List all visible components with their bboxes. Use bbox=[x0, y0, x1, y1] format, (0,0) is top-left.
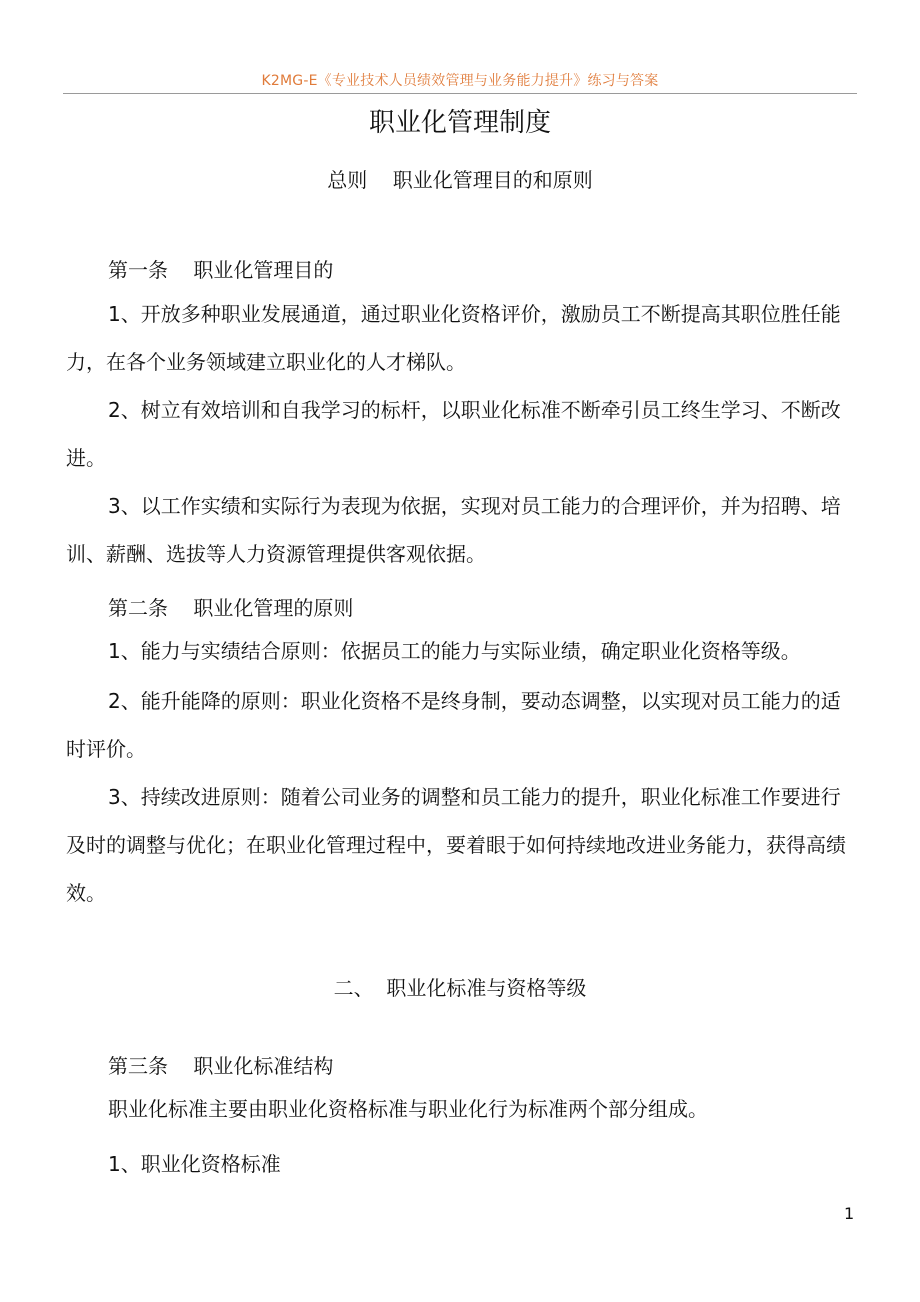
header-divider bbox=[63, 93, 857, 94]
general-section-title: 总则 职业化管理目的和原则 bbox=[327, 168, 593, 192]
article-3-intro: 职业化标准主要由职业化资格标准与职业化行为标准两个部分组成。 bbox=[108, 1097, 708, 1121]
article-2-heading: 第二条 职业化管理的原则 bbox=[108, 596, 354, 620]
article-2-item-2: 2、能升能降的原则：职业化资格不是终身制，要动态调整，以实现对员工能力的适时评价。 bbox=[66, 689, 841, 761]
article-1-item-2: 2、树立有效培训和自我学习的标杆，以职业化标准不断牵引员工终生学习、不断改进。 bbox=[66, 398, 841, 470]
article-1-heading: 第一条 职业化管理目的 bbox=[108, 258, 334, 282]
document-title: 职业化管理制度 bbox=[368, 108, 551, 138]
page-number: 1 bbox=[844, 1204, 855, 1223]
article-3-heading: 第三条 职业化标准结构 bbox=[108, 1054, 334, 1078]
section-2-title: 二、 职业化标准与资格等级 bbox=[333, 976, 587, 1000]
article-3-item-1: 1、职业化资格标准 bbox=[108, 1152, 281, 1176]
running-header: K2MG-E《专业技术人员绩效管理与业务能力提升》练习与答案 bbox=[261, 73, 659, 89]
article-2-item-1: 1、能力与实绩结合原则：依据员工的能力与实际业绩，确定职业化资格等级。 bbox=[108, 639, 801, 663]
article-1-item-3: 3、以工作实绩和实际行为表现为依据，实现对员工能力的合理评价，并为招聘、培训、薪酬、选拔等人力资源管理提供客观依据。 bbox=[66, 494, 841, 566]
article-1-item-1: 1、开放多种职业发展通道，通过职业化资格评价，激励员工不断提高其职位胜任能力，在各个业务领域建立职业化的人才梯队。 bbox=[66, 302, 841, 374]
article-2-item-3: 3、持续改进原则：随着公司业务的调整和员工能力的提升，职业化标准工作要进行及时的调整与优化；在职业化管理过程中，要着眼于如何持续地改进业务能力，获得高绩效。 bbox=[66, 785, 846, 905]
